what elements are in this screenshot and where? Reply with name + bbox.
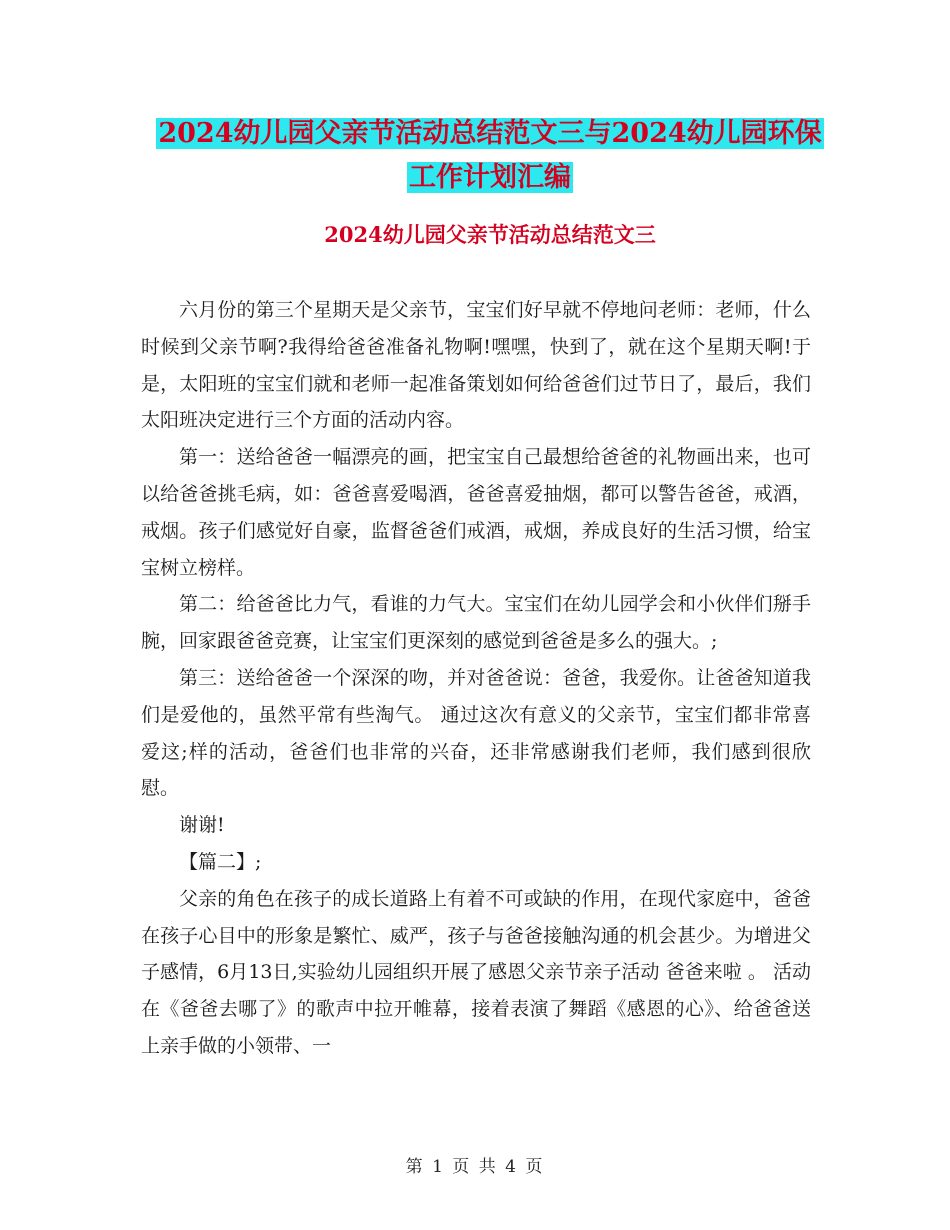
paragraph-first: 第一：送给爸爸一幅漂亮的画，把宝宝自己最想给爸爸的礼物画出来，也可以给爸爸挑毛病，如：爸爸喜爱喝酒，爸爸喜爱抽烟，都可以警告爸爸，戒酒，戒烟。孩子们感觉好自豪，监督爸爸们戒酒，戒烟，养成良好的生活习惯，给宝宝树立榜样。 <box>141 446 811 579</box>
document-title-line-2: 工作计划汇编 <box>409 162 571 193</box>
paragraph-part-two-body: 父亲的角色在孩子的成长道路上有着不可或缺的作用，在现代家庭中，爸爸在孩子心目中的形象是繁忙、威严，孩子与爸爸接触沟通的机会甚少。为增进父子感情，6月13日,实验幼儿园组织开展了感恩父亲节亲子活动 爸爸来啦 。 活动在《爸爸去哪了》的歌声中拉开帷幕，接着表演了舞蹈《感恩的心》、给爸爸送上亲手做的小领带、一 <box>141 887 811 1057</box>
paragraph-thanks: 谢谢! <box>179 814 225 837</box>
document-title <box>140 112 840 200</box>
body-text <box>141 292 811 1065</box>
paragraph-second: 第二：给爸爸比力气，看谁的力气大。宝宝们在幼儿园学会和小伙伴们掰手腕，回家跟爸爸竞赛，让宝宝们更深刻的感觉到爸爸是多么的强大。; <box>141 593 811 653</box>
document-title-line-1: 2024幼儿园父亲节活动总结范文三与2024幼儿园环保 <box>158 118 822 149</box>
paragraph-intro: 六月份的第三个星期天是父亲节，宝宝们好早就不停地问老师：老师，什么时候到父亲节啊?我得给爸爸准备礼物啊!嘿嘿，快到了，就在这个星期天啊!于是，太阳班的宝宝们就和老师一起准备策划如何给爸爸们过节日了，最后，我们太阳班决定进行三个方面的活动内容。 <box>141 299 811 432</box>
page-number-footer: 第 1 页 共 4 页 <box>405 1157 545 1177</box>
paragraph-part-two-heading: 【篇二】; <box>179 850 262 873</box>
section-title: 2024幼儿园父亲节活动总结范文三 <box>324 222 656 247</box>
paragraph-third: 第三：送给爸爸一个深深的吻，并对爸爸说：爸爸，我爱你。让爸爸知道我们是爱他的，虽然平常有些淘气。 通过这次有意义的父亲节，宝宝们都非常喜爱这;样的活动，爸爸们也非常的兴奋，还非常感谢我们老师，我们感到很欣慰。 <box>141 666 811 800</box>
